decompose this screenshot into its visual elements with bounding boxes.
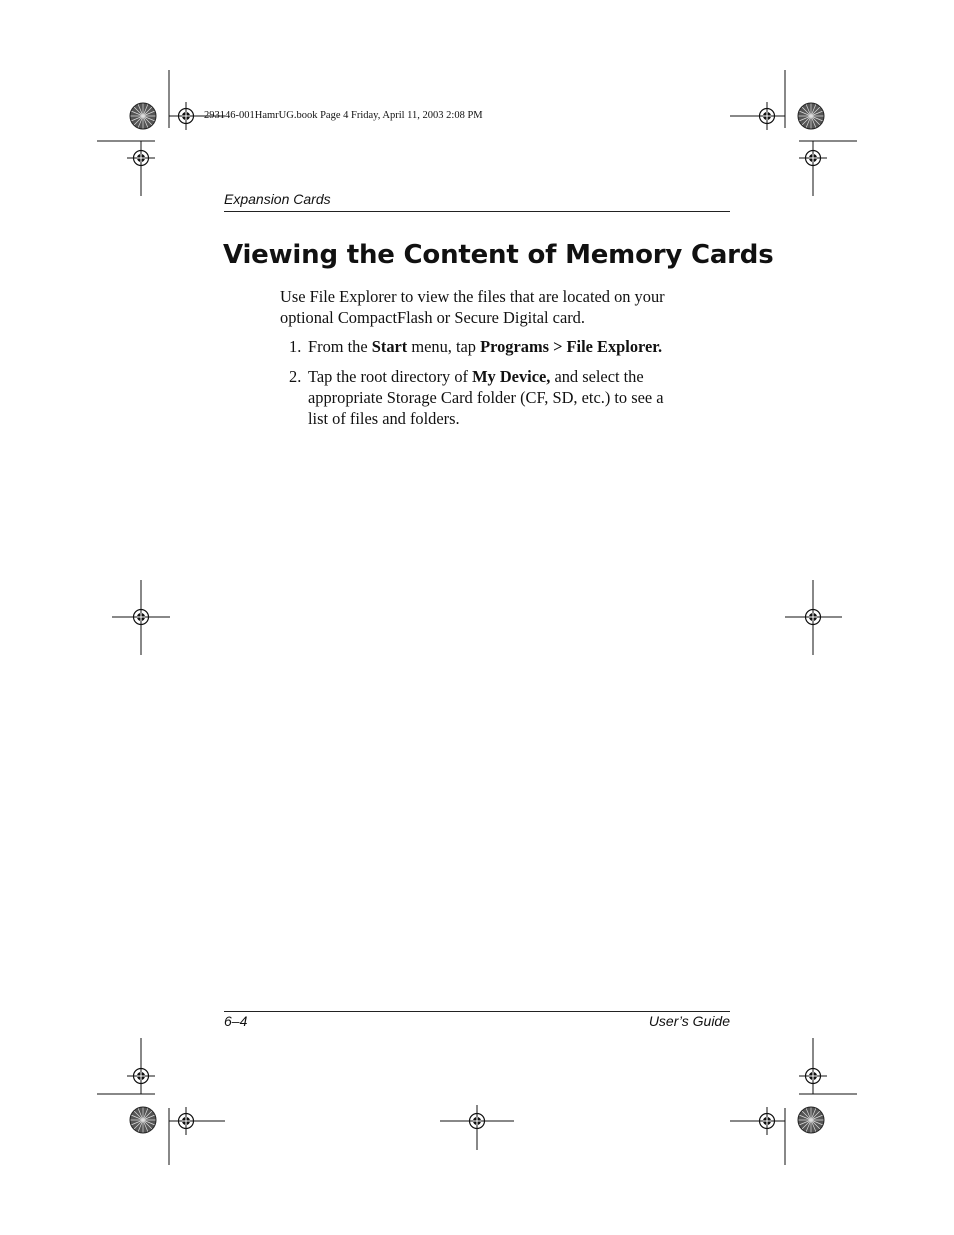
my-device-label: My Device, [472,367,551,386]
step-text: Tap the root directory of My Device, and select the appropriate Storage Card folder (CF, SD, etc.) to see a list of files and folders. [308,367,664,428]
print-slug: 293146-001HamrUG.book Page 4 Friday, April 11, 2003 2:08 PM [204,110,483,121]
menu-file-explorer: File Explorer. [566,337,663,356]
page-title: Viewing the Content of Memory Cards [223,240,774,270]
page-number: 6–4 [224,1013,248,1029]
menu-start: Start [371,337,408,356]
running-header: Expansion Cards [224,191,331,207]
footer-rule [224,1011,730,1012]
menu-programs: Programs [480,337,549,356]
step-number: 2. [289,367,302,386]
header-rule [224,211,730,212]
guide-name: User’s Guide [648,1013,730,1029]
intro-paragraph: Use File Explorer to view the files that are located on your optional CompactFlash or Secure Digital card. [280,287,665,327]
step-number: 1. [289,337,302,356]
step-text: From the Start menu, tap Programs > File Explorer. [308,337,663,356]
